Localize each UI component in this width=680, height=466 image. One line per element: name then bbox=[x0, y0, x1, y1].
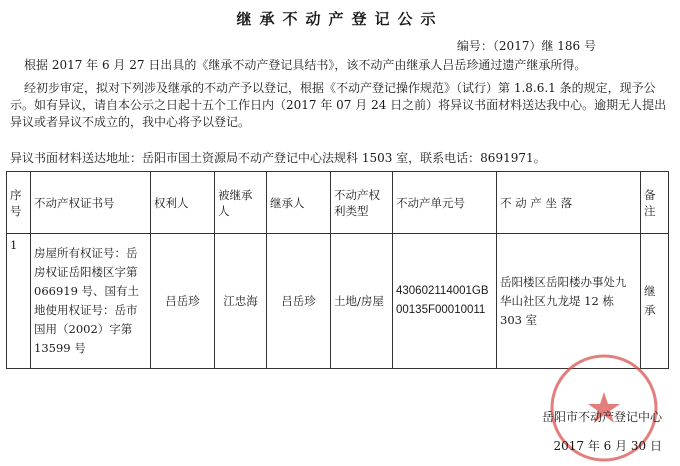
paragraph-announcement: 经初步审定，拟对下列涉及继承的不动产予以登记，根据《不动产登记操作规范》（试行）第 1.8.6.1 条的规定，现予公示。如有异议，请自本公示之日起十五个工作日内（2017 年 07 月 24 日之前）将异议书面材料送达我中心。逾期无人提出异议或者异议不成立的，我中心将予以登记。 bbox=[10, 81, 667, 129]
header-seq: 序号 bbox=[7, 172, 31, 234]
paragraph-basis: 根据 2017 年 6 月 27 日出具的《继承不动产登记具结书》，该不动产由继承人吕岳珍通过遗产继承所得。 bbox=[24, 58, 587, 72]
issuing-organization: 岳阳市不动产登记中心 bbox=[541, 410, 662, 424]
table-header-row bbox=[7, 172, 669, 234]
header-owner: 权利人 bbox=[151, 172, 215, 234]
registration-table bbox=[6, 171, 669, 369]
cell-remark: 继承 bbox=[641, 234, 669, 369]
doc-number: 编号：（2017）继 186 号 bbox=[456, 39, 596, 53]
header-remark: 备注 bbox=[641, 172, 669, 234]
cell-right-type: 土地/房屋 bbox=[331, 234, 393, 369]
table-row bbox=[7, 234, 669, 369]
cell-seq: 1 bbox=[7, 234, 31, 369]
header-cert: 不动产权证书号 bbox=[31, 172, 151, 234]
header-decedent: 被继承人 bbox=[215, 172, 267, 234]
notice-title: 继承不动产登记公示 bbox=[236, 10, 444, 28]
issue-date: 2017 年 6 月 30 日 bbox=[553, 439, 662, 453]
header-right-type: 不动产权利类型 bbox=[331, 172, 393, 234]
cell-heir: 吕岳珍 bbox=[267, 234, 331, 369]
paragraph-objection-address: 异议书面材料送达地址：岳阳市国土资源局不动产登记中心法规科 1503 室，联系电话：8691971。 bbox=[10, 151, 546, 165]
cell-cert: 房屋所有权证号：岳房权证岳阳楼区字第 066919 号、国有土地使用权证号：岳市国用（2002）字第 13599 号 bbox=[31, 234, 151, 369]
header-unit-no: 不动产单元号 bbox=[393, 172, 497, 234]
header-location: 不 动 产 坐 落 bbox=[497, 172, 641, 234]
cell-decedent: 江忠海 bbox=[215, 234, 267, 369]
cell-owner: 吕岳珍 bbox=[151, 234, 215, 369]
cell-location: 岳阳楼区岳阳楼办事处九华山社区九龙堤 12 栋 303 室 bbox=[497, 234, 641, 369]
cell-unit-no: 430602114001GB00135F00010011 bbox=[393, 234, 497, 369]
header-heir: 继承人 bbox=[267, 172, 331, 234]
